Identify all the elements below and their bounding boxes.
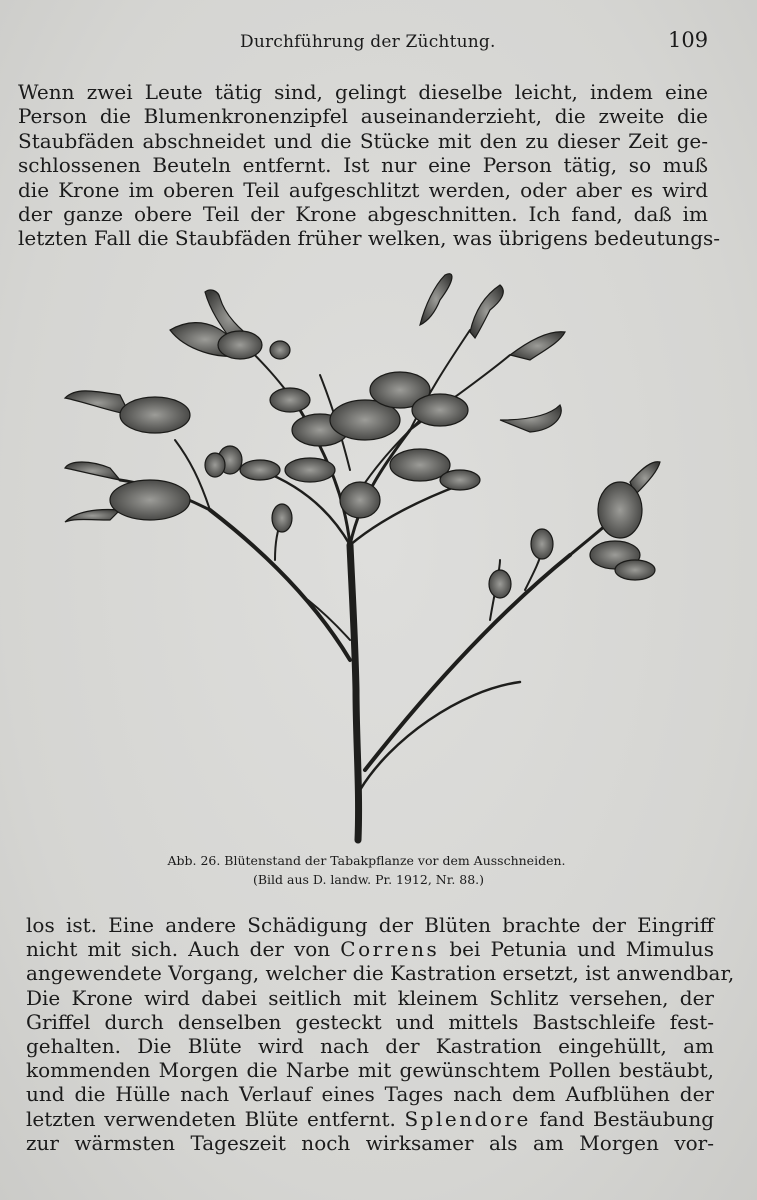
tobacco-plant-illustration — [60, 270, 680, 850]
running-head — [0, 28, 757, 56]
text-line: schlossenen Beuteln entfernt. Ist nur eine Person tätig, so muß — [18, 153, 708, 178]
page-number: 109 — [668, 28, 709, 52]
figure-caption: Abb. 26. Blütenstand der Tabakpflanze vor dem Ausschneiden. — [167, 853, 566, 868]
text-line: die Krone im oberen Teil aufgeschlitzt werden, oder aber es wird — [18, 177, 708, 202]
text-line — [26, 937, 714, 961]
text-line: gehalten. Die Blüte wird nach der Kastration eingehüllt, am — [26, 1033, 714, 1058]
text-fragment: letzten verwendeten Blüte entfernt. — [26, 1106, 396, 1131]
text-line: angewendete Vorgang, welcher die Kastration ersetzt, ist anwendbar, — [26, 961, 735, 986]
text-line: los ist. Eine andere Schädigung der Blüten brachte der Eingriff — [26, 913, 714, 937]
paragraph-top — [18, 80, 721, 251]
text-fragment: bei Petunia und Mimulus — [449, 937, 714, 962]
text-line — [26, 1107, 714, 1131]
text-line: der ganze obere Teil der Krone abgeschnitten. Ich fand, daß im — [18, 201, 708, 226]
tobacco-inflorescence-figure — [60, 270, 680, 850]
text-line: Griffel durch denselben gesteckt und mittels Bastschleife fest- — [26, 1009, 714, 1034]
text-fragment: fand Bestäubung — [539, 1106, 714, 1131]
text-line: Staubfäden abschneidet und die Stücke mit den zu dieser Zeit ge- — [18, 128, 708, 153]
text-fragment: nicht mit sich. Auch der von — [26, 937, 331, 962]
text-line: Die Krone wird dabei seitlich mit kleinem Schlitz versehen, der — [26, 985, 714, 1010]
text-line: Wenn zwei Leute tätig sind, gelingt dieselbe leicht, indem eine — [18, 80, 708, 104]
figure-source: (Bild aus D. landw. Pr. 1912, Nr. 88.) — [252, 872, 485, 887]
text-line: und die Hülle nach Verlauf eines Tages nach dem Aufblühen der — [26, 1082, 714, 1107]
author-name: Splendore — [404, 1106, 531, 1131]
running-title: Durchführung der Züchtung. — [240, 32, 496, 52]
text-line: Person die Blumenkronenzipfel auseinanderzieht, die zweite die — [18, 104, 708, 129]
author-name: Correns — [340, 937, 440, 962]
text-line: zur wärmsten Tageszeit noch wirksamer als am Morgen vor- — [26, 1130, 714, 1155]
text-line: kommenden Morgen die Narbe mit gewünschtem Pollen bestäubt, — [26, 1058, 714, 1083]
text-line: letzten Fall die Staubfäden früher welken, was übrigens bedeutungs- — [18, 226, 721, 251]
paragraph-bottom — [26, 913, 735, 1155]
